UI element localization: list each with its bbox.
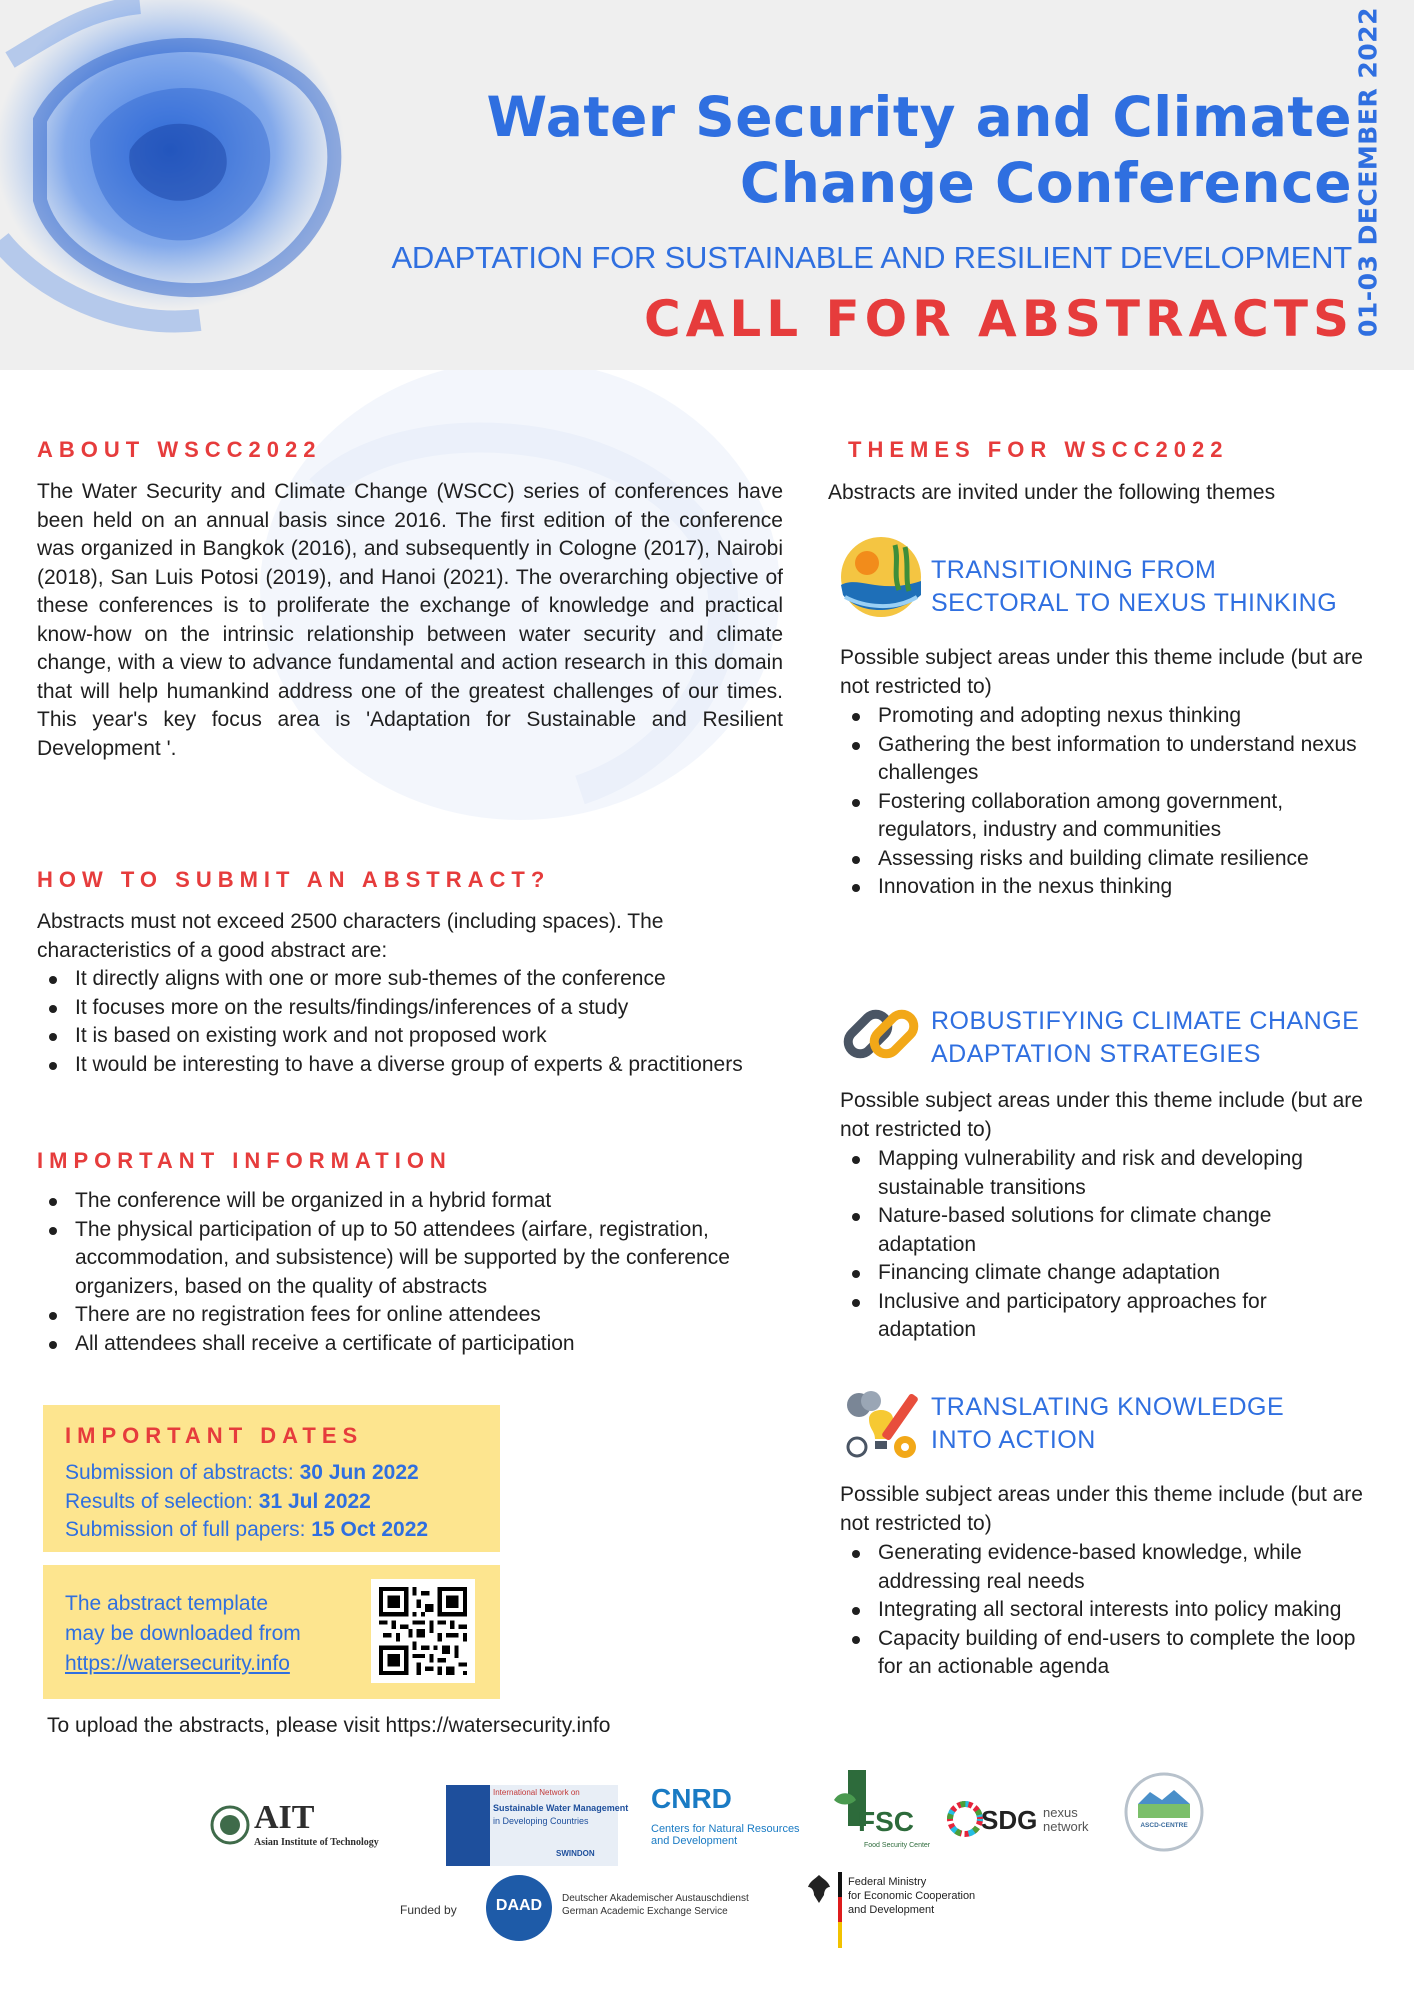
about-heading: ABOUT WSCC2022 <box>37 437 322 462</box>
submit-criteria-list <box>37 965 789 1079</box>
list-item: It would be interesting to have a diverse group of experts & practitioners <box>37 1051 789 1080</box>
sdg-text: nexus <box>1043 1805 1078 1820</box>
sdg-wordmark: SDG <box>981 1805 1038 1835</box>
eagle-icon <box>806 1873 832 1907</box>
date-label: Submission of abstracts: <box>65 1461 300 1484</box>
list-item: Inclusive and participatory approaches for adaptation <box>840 1288 1360 1345</box>
qr-code[interactable] <box>371 1579 475 1683</box>
date-label: Submission of full papers: <box>65 1518 312 1541</box>
list-item: Nature-based solutions for climate change adaptation <box>840 1202 1360 1259</box>
title-line-1: Water Security and Climate <box>486 85 1352 149</box>
ascd-centre-logo <box>1122 1770 1206 1854</box>
cnrd-wordmark: CNRD <box>651 1783 732 1814</box>
template-line-1: The abstract template <box>65 1592 269 1615</box>
nexus-landscape-icon <box>839 535 923 619</box>
date-row <box>65 1488 478 1517</box>
sdg-nexus-logo <box>945 1795 1105 1843</box>
lightbulb-gear-icon <box>839 1385 923 1469</box>
theme-3-title <box>931 1391 1284 1457</box>
important-dates-box <box>43 1405 500 1552</box>
header-banner <box>0 0 1414 370</box>
list-item: The conference will be organized in a hybrid format <box>37 1187 789 1216</box>
info-heading: IMPORTANT INFORMATION <box>37 1148 452 1173</box>
fsc-wordmark: FSC <box>858 1806 914 1837</box>
bmz-line: Federal Ministry <box>848 1876 927 1888</box>
theme-1-intro: Possible subject areas under this theme include (but are not restricted to) <box>840 646 1363 698</box>
swindon-text: in Developing Countries <box>493 1816 589 1826</box>
theme-2-list <box>840 1145 1360 1345</box>
date-row <box>65 1459 478 1488</box>
fsc-logo <box>830 1770 930 1856</box>
template-download-box <box>43 1565 500 1699</box>
list-item: Gathering the best information to understand nexus challenges <box>840 731 1360 788</box>
template-link[interactable]: https://watersecurity.info <box>65 1652 290 1675</box>
german-eagle-icon <box>806 1873 832 1907</box>
swindon-photo <box>446 1785 490 1866</box>
list-item: It directly aligns with one or more sub-themes of the conference <box>37 965 789 994</box>
theme-title-line: ADAPTATION STRATEGIES <box>931 1040 1261 1068</box>
themes-intro: Abstracts are invited under the following themes <box>828 481 1276 504</box>
fsc-text: Food Security Center <box>864 1842 931 1849</box>
template-line-2: may be downloaded from <box>65 1622 301 1645</box>
sdg-text: network <box>1043 1819 1089 1834</box>
swindon-text: SWINDON <box>556 1849 595 1858</box>
daad-wordmark: DAAD <box>495 1897 543 1914</box>
ascd-text: ASCD-CENTRE <box>1140 1822 1188 1829</box>
cnrd-logo <box>651 1783 821 1853</box>
qr-code-icon <box>379 1587 467 1675</box>
list-item: Financing climate change adaptation <box>840 1259 1360 1288</box>
swindon-text: Sustainable Water Management <box>493 1803 629 1813</box>
cnrd-text: and Development <box>651 1835 738 1847</box>
ascd-seal-icon <box>1122 1770 1206 1854</box>
dates-heading: IMPORTANT DATES <box>65 1423 364 1448</box>
themes-heading: THEMES FOR WSCC2022 <box>848 437 1229 462</box>
swindon-logo <box>446 1785 629 1866</box>
daad-text: Deutscher Akademischer Austauschdienst <box>562 1893 749 1904</box>
theme-1-list <box>840 702 1360 902</box>
swindon-text: International Network on <box>493 1788 580 1797</box>
theme-3-list <box>840 1539 1360 1682</box>
list-item: Assessing risks and building climate resilience <box>840 845 1360 874</box>
ait-logo <box>210 1799 395 1851</box>
list-item: It is based on existing work and not proposed work <box>37 1022 789 1051</box>
info-list <box>37 1187 789 1358</box>
list-item: All attendees shall receive a certificate of participation <box>37 1330 789 1359</box>
list-item: Integrating all sectoral interests into policy making <box>840 1596 1360 1625</box>
ait-wordmark: AIT <box>254 1799 315 1836</box>
title-line-2: Change Conference <box>739 151 1352 215</box>
date-value: 15 Oct 2022 <box>311 1518 429 1541</box>
cnrd-text: Centers for Natural Resources <box>651 1823 800 1835</box>
template-text <box>65 1589 355 1679</box>
date-label: Results of selection: <box>65 1489 259 1513</box>
submit-intro: Abstracts must not exceed 2500 characters (including spaces). The characteristics of a good abstract are: <box>37 910 664 962</box>
theme-2-title <box>931 1005 1359 1071</box>
date-value: 30 Jun 2022 <box>299 1461 419 1484</box>
theme-title-line: ROBUSTIFYING CLIMATE CHANGE <box>931 1007 1360 1035</box>
list-item: Generating evidence-based knowledge, while addressing real needs <box>840 1539 1360 1596</box>
about-text: The Water Security and Climate Change (WSCC) series of conferences have been held on an annual basis since 2016. The first edition of the conference was organized in Bangkok (2016), and subsequently in Cologne (2017), Nairobi (2018), San Luis Potosi (2019), and Hanoi (2021). The overarching objective of these conferences is to proliferate the exchange of knowledge and practical know-how on the intrinsic relationship between water security and climate change, with a view to advance fundamental and action research in this domain that will help humankind address one of the greatest challenges of our times. This year's key focus area is 'Adaptation for Sustainable and Resilient Development '. <box>37 480 783 760</box>
date-row <box>65 1516 478 1545</box>
bmz-text <box>848 1875 975 1917</box>
upload-note: To upload the abstracts, please visit https://watersecurity.info <box>47 1714 611 1737</box>
daad-logo <box>486 1875 552 1941</box>
bmz-line: for Economic Cooperation <box>848 1890 976 1902</box>
theme-title-line: INTO ACTION <box>931 1426 1096 1454</box>
list-item: Innovation in the nexus thinking <box>840 873 1360 902</box>
funded-by-label: Funded by <box>400 1903 457 1917</box>
bmz-line: and Development <box>848 1904 935 1916</box>
list-item: Promoting and adopting nexus thinking <box>840 702 1360 731</box>
submit-heading: HOW TO SUBMIT AN ABSTRACT? <box>37 867 551 892</box>
daad-text: German Academic Exchange Service <box>562 1906 728 1917</box>
theme-title-line: TRANSITIONING FROM <box>931 556 1217 584</box>
conference-title <box>352 84 1352 216</box>
list-item: There are no registration fees for online attendees <box>37 1301 789 1330</box>
list-item: It focuses more on the results/findings/inferences of a study <box>37 994 789 1023</box>
conference-subtitle: ADAPTATION FOR SUSTAINABLE AND RESILIENT DEVELOPMENT <box>391 240 1352 275</box>
theme-1-title <box>931 554 1337 620</box>
theme-title-line: TRANSLATING KNOWLEDGE <box>931 1393 1285 1421</box>
theme-3-intro: Possible subject areas under this theme include (but are not restricted to) <box>840 1483 1363 1535</box>
theme-title-line: SECTORAL TO NEXUS THINKING <box>931 589 1338 617</box>
date-value: 31 Jul 2022 <box>258 1489 371 1513</box>
list-item: Mapping vulnerability and risk and developing sustainable transitions <box>840 1145 1360 1202</box>
theme-2-intro: Possible subject areas under this theme include (but are not restricted to) <box>840 1089 1363 1141</box>
german-flag-bar <box>838 1872 842 1948</box>
list-item: Fostering collaboration among government, regulators, industry and communities <box>840 788 1360 845</box>
ait-name: Asian Institute of Technology <box>254 1837 379 1848</box>
list-item: The physical participation of up to 50 attendees (airfare, registration, accommodation, and subsistence) will be supported by the conference organizers, based on the quality of abstracts <box>37 1216 789 1302</box>
chain-link-icon <box>839 992 923 1076</box>
sdg-wheel-icon <box>945 1799 985 1839</box>
ait-seal-icon <box>210 1805 250 1845</box>
call-for-abstracts: CALL FOR ABSTRACTS <box>643 290 1354 348</box>
conference-dates: 01-03 DECEMBER 2022 <box>1353 7 1383 337</box>
list-item: Capacity building of end-users to complete the loop for an actionable agenda <box>840 1625 1360 1682</box>
